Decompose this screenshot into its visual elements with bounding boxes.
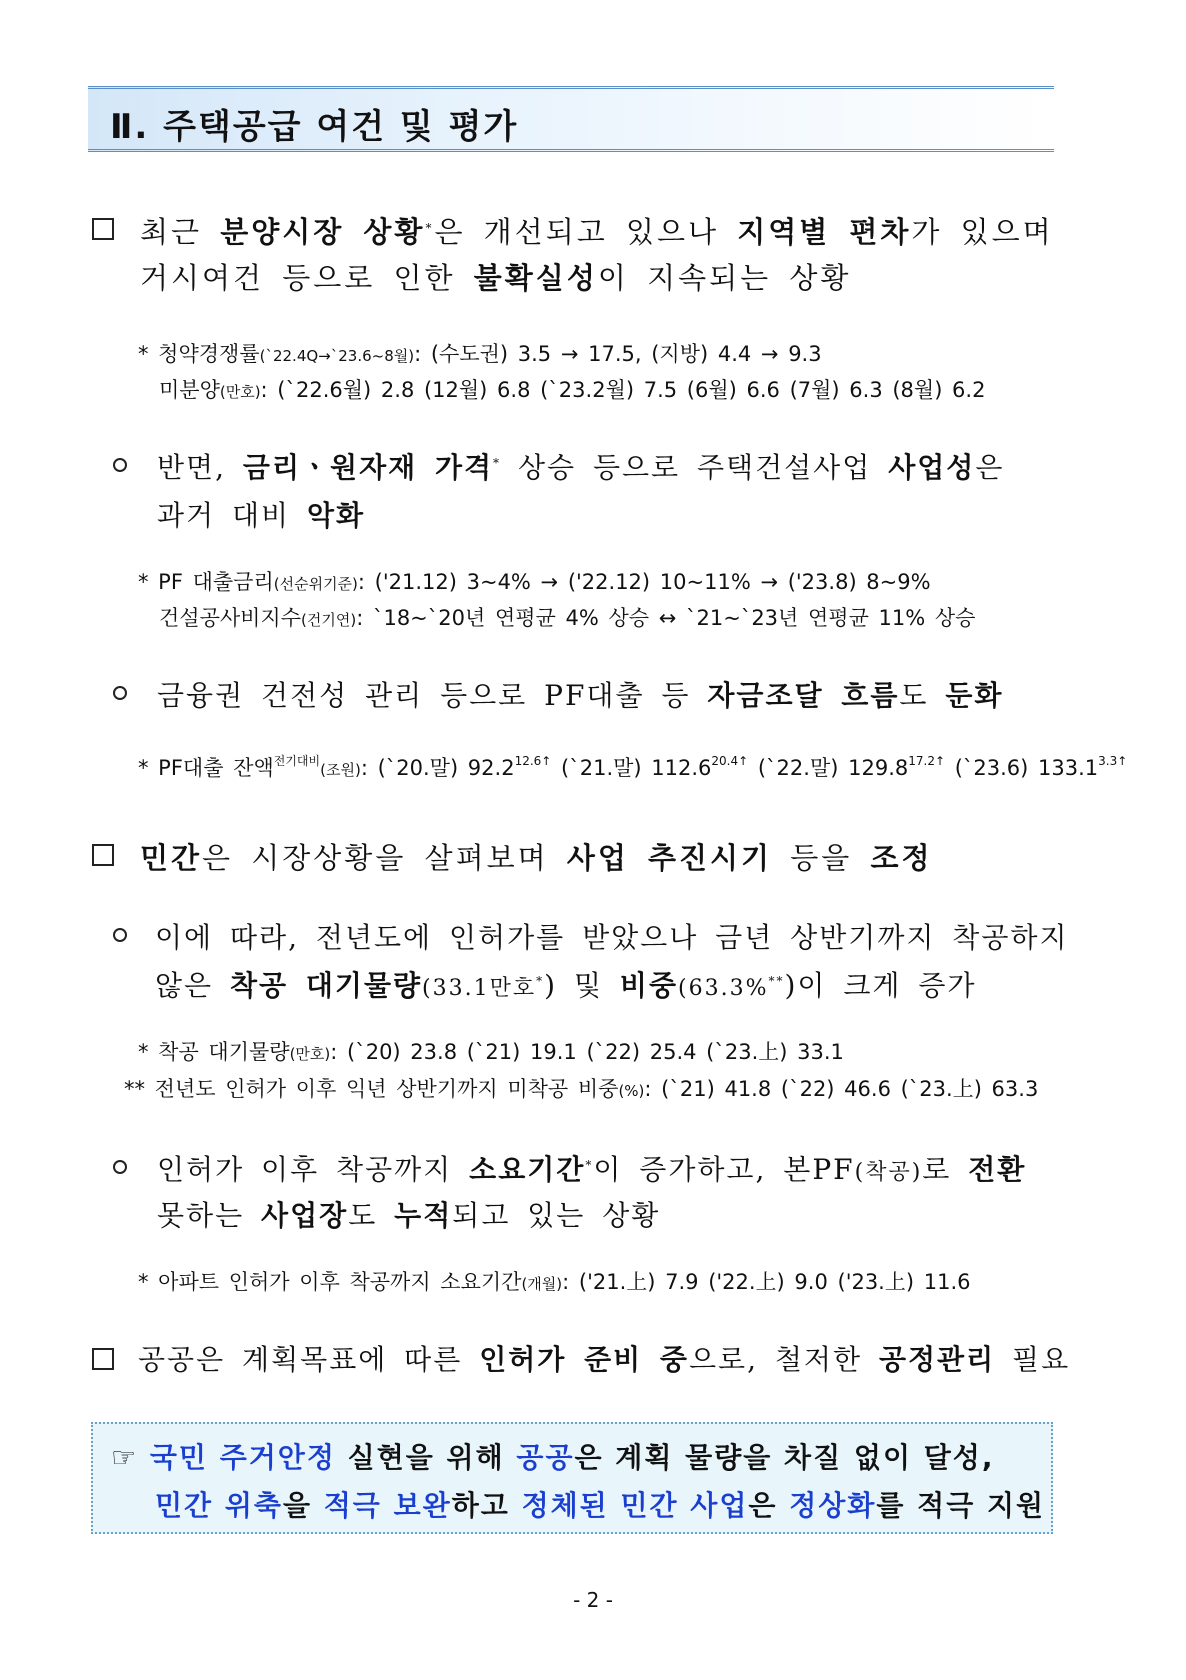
circle-3-line-1: 이에 따라, 전년도에 인허가를 받았으나 금년 상반기까지 착공하지 [155, 921, 1069, 954]
circle-bullet [113, 1160, 127, 1174]
conclusion-line-1: ☞ 국민 주거안정 실현을 위해 공공은 계획 물량을 차질 없이 달성, [111, 1441, 995, 1474]
note-2-line-1: * PF 대출금리(선순위기준): ('21.12) 3~4% → ('22.12) 10~11% → ('23.8) 8~9% [138, 570, 931, 594]
section-1-line-2: 거시여건 등으로 인한 불확실성이 지속되는 상황 [140, 261, 852, 295]
circle-1-line-1: 반면, 금리ㆍ원자재 가격* 상승 등으로 주택건설사업 사업성은 [157, 451, 1005, 484]
circle-2-line-1: 금융권 건전성 관리 등으로 PF대출 등 자금조달 흐름도 둔화 [157, 679, 1004, 712]
section-title: Ⅱ. 주택공급 여건 및 평가 [110, 107, 519, 147]
section-2-line-1: 민간은 시장상황을 살펴보며 사업 추진시기 등을 조정 [140, 841, 933, 875]
circle-4-line-1: 인허가 이후 착공까지 소요기간*이 증가하고, 본PF(착공)로 전환 [157, 1153, 1027, 1186]
checkbox-bullet [92, 1348, 114, 1370]
note-4-line-2: ** 전년도 인허가 이후 익년 상반기까지 미착공 비중(%): (`21) 41.8 (`22) 46.6 (`23.上) 63.3 [124, 1077, 1039, 1101]
circle-bullet [113, 928, 127, 942]
circle-4-line-2: 못하는 사업장도 누적되고 있는 상황 [157, 1199, 661, 1232]
note-1-line-2: 미분양(만호): (`22.6월) 2.8 (12월) 6.8 (`23.2월) 7.5 (6월) 6.6 (7월) 6.3 (8월) 6.2 [159, 378, 986, 402]
page-number: - 2 - [573, 1588, 613, 1612]
circle-bullet [113, 458, 127, 472]
note-5-line-1: * 아파트 인허가 이후 착공까지 소요기간(개월): ('21.上) 7.9 ('22.上) 9.0 ('23.上) 11.6 [138, 1270, 971, 1294]
checkbox-bullet [92, 218, 114, 240]
section-1-line-1: 최근 분양시장 상황*은 개선되고 있으나 지역별 편차가 있으며 [140, 215, 1054, 249]
circle-1-line-2: 과거 대비 악화 [157, 499, 366, 532]
circle-bullet [113, 686, 127, 700]
note-1-line-1: * 청약경쟁률(`22.4Q→`23.6~8월): (수도권) 3.5 → 17.5, (지방) 4.4 → 9.3 [138, 342, 822, 366]
pointing-hand-icon: ☞ [111, 1441, 139, 1474]
note-4-line-1: * 착공 대기물량(만호): (`20) 23.8 (`21) 19.1 (`22) 25.4 (`23.上) 33.1 [138, 1040, 844, 1064]
conclusion-line-2: 민간 위축을 적극 보완하고 정체된 민간 사업은 정상화를 적극 지원 [155, 1489, 1046, 1522]
section-title-box [88, 86, 1054, 152]
conclusion-box [91, 1422, 1053, 1534]
section-3-line-1: 공공은 계획목표에 따른 인허가 준비 중으로, 철저한 공정관리 필요 [138, 1343, 1071, 1376]
circle-3-line-2: 않은 착공 대기물량(33.1만호*) 및 비중(63.3%**)이 크게 증가 [155, 969, 977, 1002]
note-2-line-2: 건설공사비지수(건기연): `18~`20년 연평균 4% 상승 ↔ `21~`23년 연평균 11% 상승 [159, 606, 976, 630]
checkbox-bullet [92, 844, 114, 866]
note-3-line-1: * PF대출 잔액$^{전기대비}$(조원): (`20.말) $92.2^{12.6↑}$ (`21.말) $112.6^{20.4↑}$ (`22.말) $129.8^{17.2↑}$ (`23.6) $133.1^{3.3↑}$ [138, 754, 1128, 780]
